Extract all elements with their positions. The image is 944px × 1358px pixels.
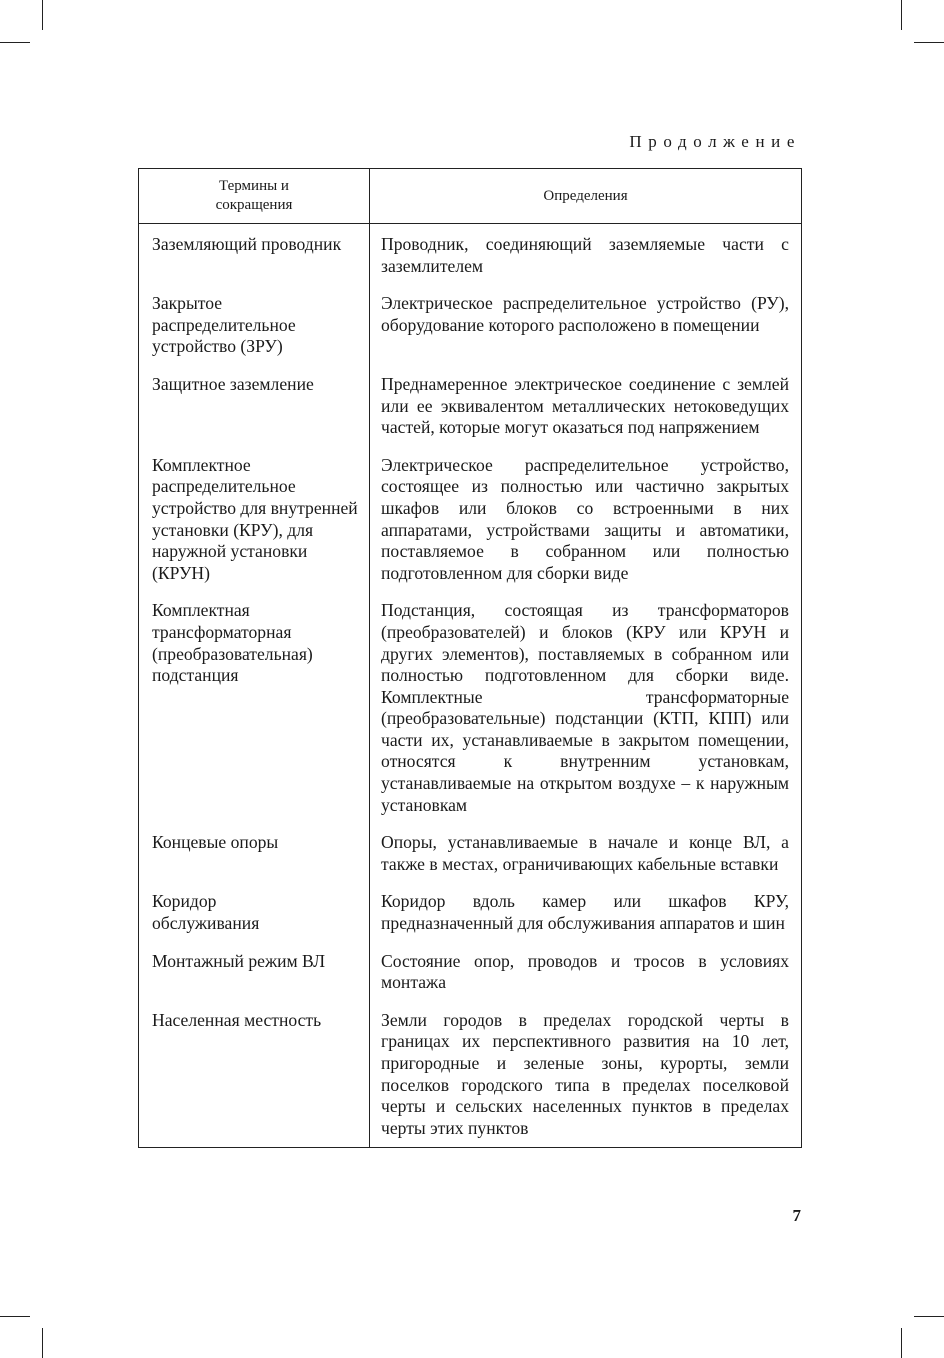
term-cell: Монтажный режим ВЛ: [139, 951, 370, 1010]
table-header-row: [139, 169, 802, 224]
table-row: [139, 455, 802, 601]
table-row: [139, 374, 802, 455]
term-cell: Комплектное распределительное устройство для внутренней установки (КРУ), для наружной установки (КРУН): [139, 455, 370, 601]
table-row: [139, 224, 802, 294]
term-cell: Коридор обслуживания: [139, 891, 370, 950]
table-row: [139, 600, 802, 832]
definition-cell: Проводник, соединяющий заземляемые части с заземлителем: [381, 234, 789, 276]
crop-mark: [914, 42, 944, 43]
crop-mark: [0, 1316, 30, 1317]
continuation-label: Продолжение: [629, 132, 801, 151]
page-number: 7: [792, 1206, 801, 1225]
definition-cell: Подстанция, состоящая из трансформаторов (преобразователей) и блоков (КРУ или КРУН и других элементов), поставляемых в собранном или полностью подготовленном для сборки виде. Комплектные трансформаторные (преобразовательные) подстанции (КТП, КПП) или части их, устанавливаемые в закрытом помещении, относятся к внутренним установкам, устанавливаемые на открытом воздухе – к наружным установкам: [381, 600, 789, 815]
term-cell: Населенная местность: [139, 1010, 370, 1148]
definition-cell: Земли городов в пределах городской черты в границах их перспективного развития на 10 лет, пригородные и зеленые зоны, курорты, земли поселков городского типа в пределах поселковой черты и сельских населенных пунктов в пределах черты этих пунктов: [381, 1009, 789, 1138]
term-cell: Защитное заземление: [139, 374, 370, 455]
definition-cell: Преднамеренное электрическое соединение с землей или ее эквивалентом металлических нетоковедущих частей, которые могут оказаться под напряжением: [381, 373, 789, 438]
definition-cell: Состояние опор, проводов и тросов в условиях монтажа: [381, 950, 789, 993]
crop-mark: [0, 42, 30, 43]
table-row: [139, 293, 802, 374]
table-row: [139, 1010, 802, 1148]
column-header-terms: Термины и сокращения: [139, 169, 370, 224]
definition-cell: Электрическое распределительное устройство, состоящее из полностью или частично закрытых шкафов или блоков со встроенными в них аппаратами, устройствами защиты и автоматики, поставляемое в собранном или полностью подготовленном для сборки виде: [381, 454, 789, 583]
term-cell: Концевые опоры: [139, 832, 370, 891]
column-header-definitions: Определения: [370, 169, 802, 224]
crop-mark: [901, 1328, 902, 1358]
table-row: [139, 832, 802, 891]
definition-cell: Электрическое распределительное устройство (РУ), оборудование которого расположено в помещении: [381, 293, 789, 335]
term-cell: Закрытое распределительное устройство (ЗРУ): [139, 293, 370, 374]
table-row: [139, 891, 802, 950]
crop-mark: [42, 0, 43, 30]
crop-mark: [42, 1328, 43, 1358]
crop-mark: [901, 0, 902, 30]
term-cell: Заземляющий проводник: [139, 224, 370, 294]
table-row: [139, 951, 802, 1010]
terms-table: [138, 168, 802, 1148]
definition-cell: Опоры, устанавливаемые в начале и конце ВЛ, а также в местах, ограничивающих кабельные вставки: [381, 832, 789, 874]
term-cell: Комплектная трансформаторная (преобразовательная) подстанция: [139, 600, 370, 832]
crop-mark: [914, 1316, 944, 1317]
definition-cell: Коридор вдоль камер или шкафов КРУ, предназначенный для обслуживания аппаратов и шин: [381, 891, 789, 934]
